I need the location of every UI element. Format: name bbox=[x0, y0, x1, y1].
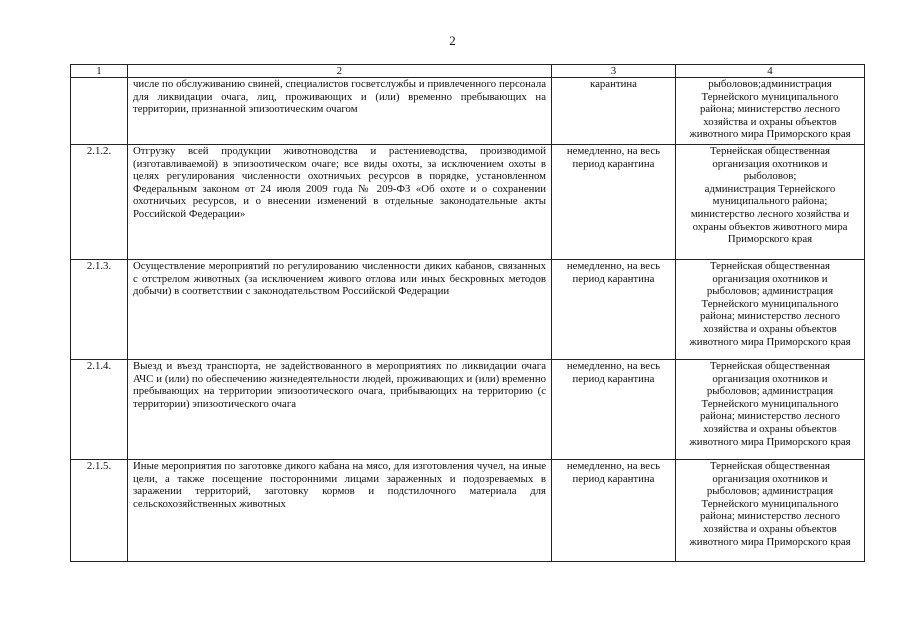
responsible-line: Приморского края bbox=[727, 233, 813, 246]
responsible-line: рыболовов; bbox=[743, 170, 797, 183]
row-responsible bbox=[676, 145, 865, 260]
responsible-line: хозяйства и охраны объектов bbox=[703, 322, 837, 335]
responsible-line: Тернейская общественная bbox=[710, 260, 830, 272]
responsible-line: животного мира Приморского края bbox=[689, 335, 851, 348]
table-row bbox=[71, 145, 865, 260]
row-deadline: карантина bbox=[552, 78, 676, 145]
row-deadline: немедленно, на весь период карантина bbox=[552, 260, 676, 360]
row-number: 2.1.5. bbox=[71, 460, 128, 562]
responsible-line: Тернейская общественная bbox=[710, 460, 830, 472]
responsible-line: хозяйства и охраны объектов bbox=[703, 522, 837, 535]
row-number: 2.1.3. bbox=[71, 260, 128, 360]
table-row bbox=[71, 360, 865, 460]
responsible-line: муниципального района; bbox=[712, 195, 828, 208]
responsible-line: организация охотников и bbox=[712, 472, 828, 485]
row-deadline: немедленно, на весь период карантина bbox=[552, 460, 676, 562]
measures-table bbox=[70, 64, 865, 562]
responsible-line: рыболовов; администрация bbox=[706, 285, 834, 298]
row-description: Отгрузку всей продукции животноводства и растениеводства, производимой (изготавливаемой) в эпизоотическом очаге; все виды охоты, за исключением охоты в целях регулирования численности охотничьих ресурсов в порядке, установленном Федеральным законом от 24 июля 2009 года № 209-ФЗ «Об охоте и о сохранении охотничьих ресурсов, и о внесении изменений в отдельные законодательные акты Российской Федерации» bbox=[128, 145, 552, 260]
table-row bbox=[71, 78, 865, 145]
responsible-line: рыболовов; администрация bbox=[706, 485, 834, 498]
responsible-line: района; министерство лесного bbox=[699, 310, 841, 323]
header-col-3: 3 bbox=[552, 65, 676, 78]
page-number: 2 bbox=[449, 33, 456, 48]
row-responsible bbox=[676, 78, 865, 145]
row-deadline: немедленно, на весь период карантина bbox=[552, 360, 676, 460]
responsible-line: животного мира Приморского края bbox=[689, 128, 851, 141]
responsible-line: организация охотников и bbox=[712, 372, 828, 385]
row-number: 2.1.4. bbox=[71, 360, 128, 460]
responsible-line: хозяйства и охраны объектов bbox=[703, 115, 837, 128]
responsible-line: министерство лесного хозяйства и bbox=[690, 207, 850, 220]
responsible-line: района; министерство лесного bbox=[699, 410, 841, 423]
responsible-line: рыболовов;администрация bbox=[708, 78, 832, 90]
row-description: Осуществление мероприятий по регулированию численности диких кабанов, связанных с отстрелом животных (за исключением живого отлова или иных бескровных методов добычи) в соответствии с законодательством Российской Федерации bbox=[128, 260, 552, 360]
responsible-line: организация охотников и bbox=[712, 157, 828, 170]
table-row bbox=[71, 460, 865, 562]
responsible-line: Тернейского муниципального bbox=[701, 297, 839, 310]
row-number: 2.1.2. bbox=[71, 145, 128, 260]
row-responsible bbox=[676, 360, 865, 460]
responsible-line: животного мира Приморского края bbox=[689, 435, 851, 448]
row-number bbox=[71, 78, 128, 145]
responsible-line: рыболовов; администрация bbox=[706, 385, 834, 398]
row-description: Выезд и въезд транспорта, не задействованного в мероприятиях по ликвидации очага АЧС и (или) по обеспечению жизнедеятельности людей, проживающих и (или) временно пребывающих на территории эпизоотического очага, прибывающих на территорию (с территории) эпизоотического очага bbox=[128, 360, 552, 460]
responsible-line: района; министерство лесного bbox=[699, 103, 841, 116]
row-deadline: немедленно, на весь период карантина bbox=[552, 145, 676, 260]
responsible-line: охраны объектов животного мира bbox=[692, 220, 848, 233]
responsible-line: Тернейская общественная bbox=[710, 360, 830, 372]
row-description: числе по обслуживанию свиней, специалистов госветслужбы и привлеченного персонала для ликвидации очага, лиц, проживающих и (или) временно пребывающих на территории, признанной эпизоотическим очагом bbox=[128, 78, 552, 145]
responsible-line: района; министерство лесного bbox=[699, 510, 841, 523]
row-responsible bbox=[676, 260, 865, 360]
responsible-line: Тернейского муниципального bbox=[701, 90, 839, 103]
responsible-line: Тернейского муниципального bbox=[701, 397, 839, 410]
table-row bbox=[71, 260, 865, 360]
responsible-line: Тернейского муниципального bbox=[701, 497, 839, 510]
responsible-line: Тернейская общественная bbox=[710, 145, 830, 157]
responsible-line: хозяйства и охраны объектов bbox=[703, 422, 837, 435]
row-description: Иные мероприятия по заготовке дикого кабана на мясо, для изготовления чучел, на иные цели, а также посещение посторонними лицами зараженных и подозреваемых в заражении территорий, заготовку кормов и подстилочного материала для сельскохозяйственных животных bbox=[128, 460, 552, 562]
header-col-4: 4 bbox=[676, 65, 865, 78]
responsible-line: администрация Тернейского bbox=[704, 182, 836, 195]
responsible-line: животного мира Приморского края bbox=[689, 535, 851, 548]
row-responsible bbox=[676, 460, 865, 562]
header-col-1: 1 bbox=[71, 65, 128, 78]
table-header-row bbox=[71, 65, 865, 78]
responsible-line: организация охотников и bbox=[712, 272, 828, 285]
header-col-2: 2 bbox=[128, 65, 552, 78]
